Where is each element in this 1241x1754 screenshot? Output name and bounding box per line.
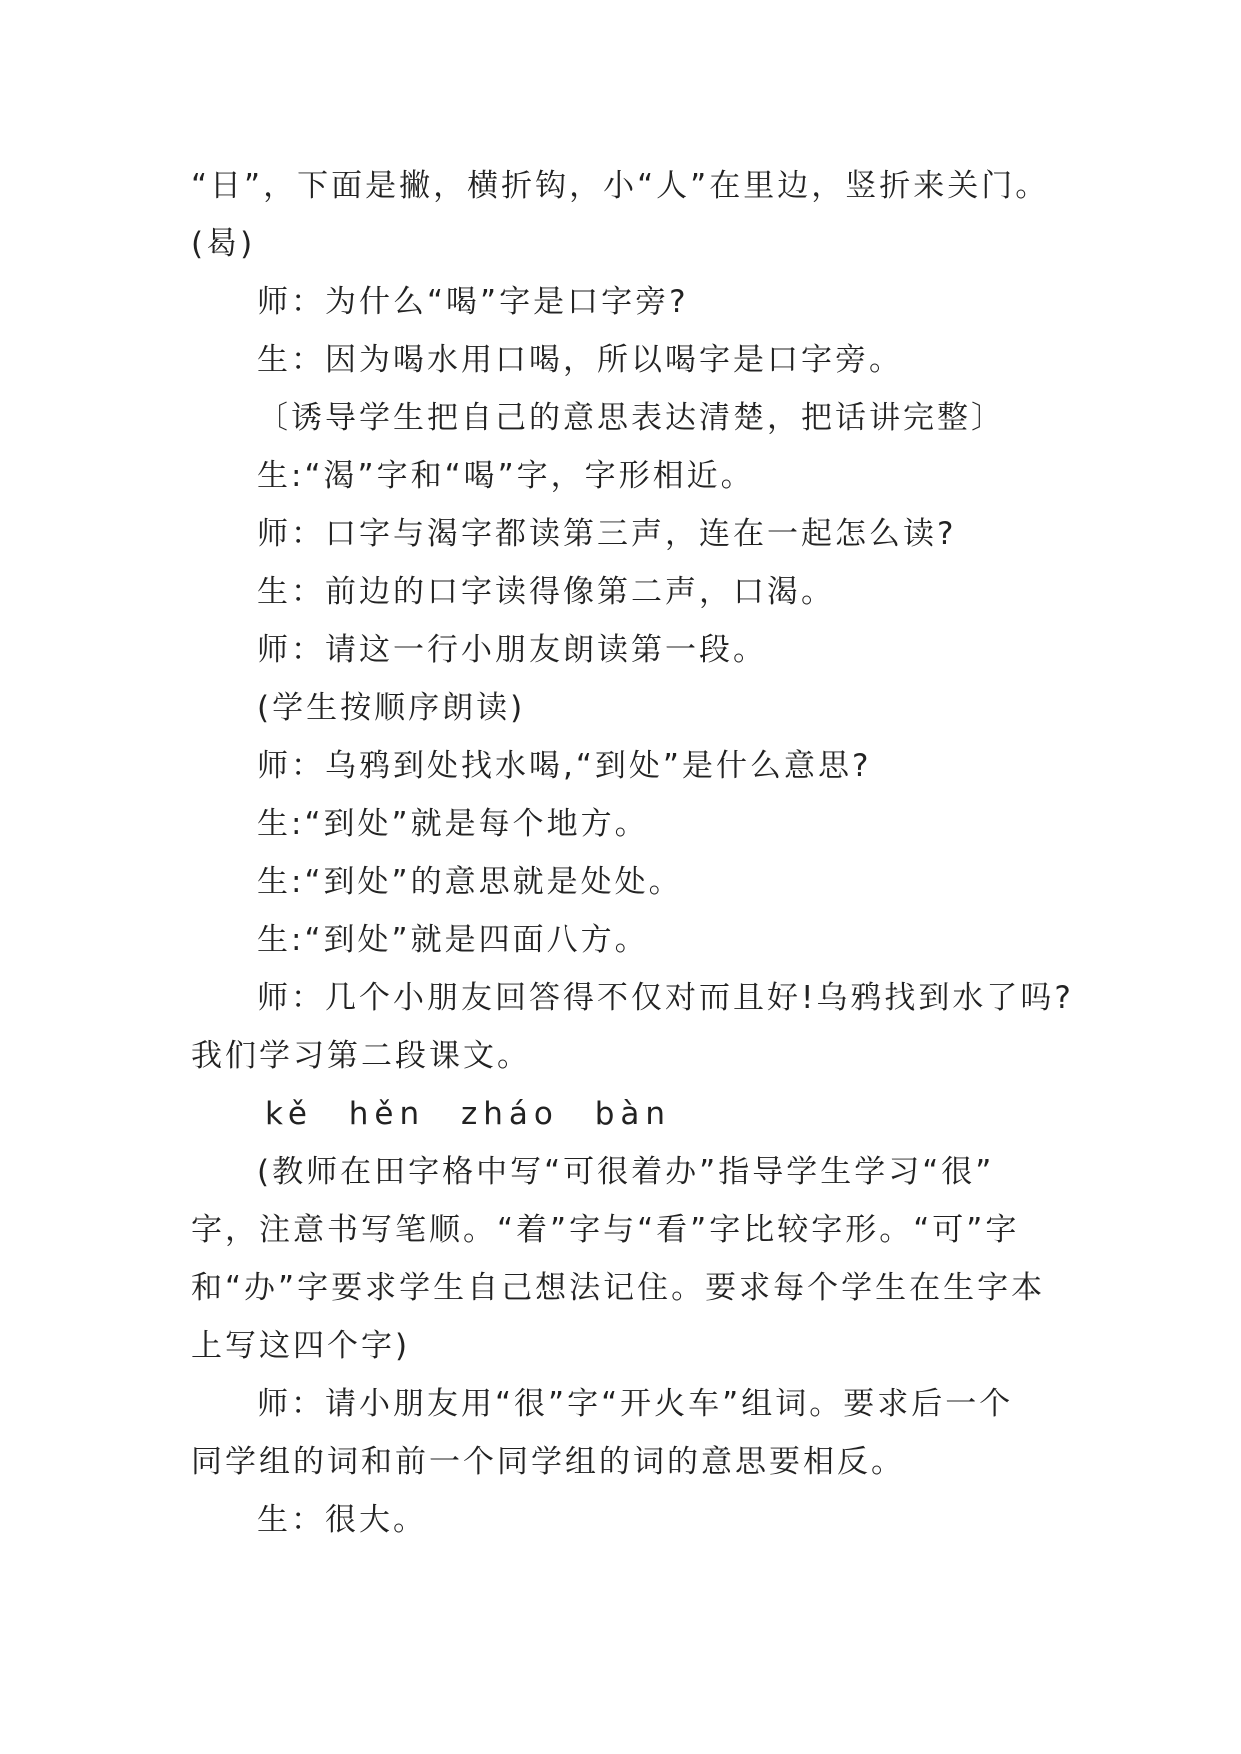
text-line: 生:“到处”就是每个地方。 xyxy=(257,806,649,842)
text-line: 生:“渴”字和“喝”字，字形相近。 xyxy=(257,458,755,494)
text-line: 生:“到处”就是四面八方。 xyxy=(257,922,649,958)
text-line: 师：乌鸦到处找水喝,“到处”是什么意思? xyxy=(257,748,872,784)
lesson-transcript xyxy=(191,157,1074,1549)
text-line: 生：很大。 xyxy=(257,1502,427,1538)
text-line: 师：为什么“喝”字是口字旁? xyxy=(257,284,689,320)
text-line: 生:“到处”的意思就是处处。 xyxy=(257,864,683,900)
pinyin-line: kě hěn zháo bàn xyxy=(265,1096,672,1132)
text-line: 上写这四个字) xyxy=(191,1328,411,1364)
text-line: 师：几个小朋友回答得不仅对而且好!乌鸦找到水了吗? xyxy=(257,980,1074,1016)
text-line: (学生按顺序朗读) xyxy=(257,690,526,726)
text-line: (教师在田字格中写“可很着办”指导学生学习“很” xyxy=(257,1154,995,1190)
text-line: 生：前边的口字读得像第二声，口渴。 xyxy=(257,574,835,610)
text-line: 生：因为喝水用口喝，所以喝字是口字旁。 xyxy=(257,342,903,378)
text-line: 同学组的词和前一个同学组的词的意思要相反。 xyxy=(191,1444,905,1480)
text-line: 字，注意书写笔顺。“着”字与“看”字比较字形。“可”字 xyxy=(191,1212,1020,1248)
text-line: 〔诱导学生把自己的意思表达清楚，把话讲完整〕 xyxy=(257,400,1005,436)
text-line: (曷) xyxy=(191,226,256,262)
text-line: “日”，下面是撇，横折钩，小“人”在里边，竖折来关门。 xyxy=(191,168,1050,204)
text-line: 我们学习第二段课文。 xyxy=(191,1038,531,1074)
text-line: 和“办”字要求学生自己想法记住。要求每个学生在生字本 xyxy=(191,1270,1046,1306)
text-line: 师：请这一行小朋友朗读第一段。 xyxy=(257,632,767,668)
text-line: 师：请小朋友用“很”字“开火车”组词。要求后一个 xyxy=(257,1386,1014,1422)
text-line: 师：口字与渴字都读第三声，连在一起怎么读? xyxy=(257,516,957,552)
